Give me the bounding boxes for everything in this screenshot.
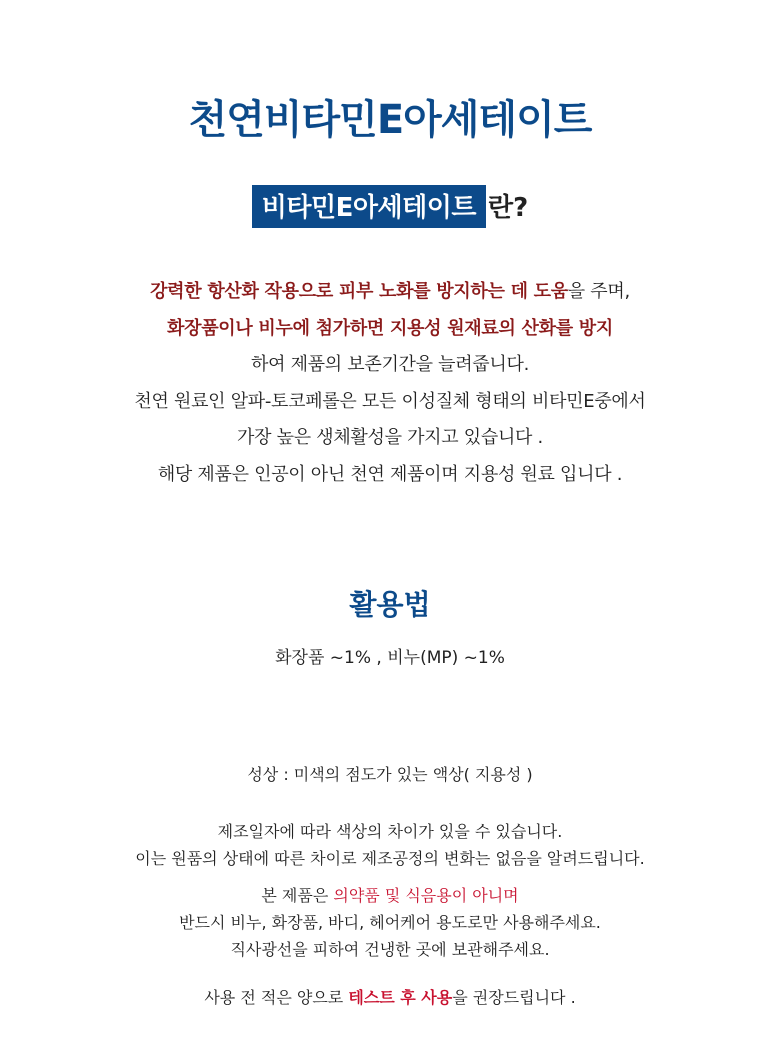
intro-line-3: 하여 제품의 보존기간을 늘려줍니다. [250,354,529,375]
color-notice-line-2: 이는 원품의 상태에 따른 차이로 제조공정의 변화는 없음을 알려드립니다. [135,849,645,868]
intro-line-1 [0,274,780,311]
usage-warning-highlight: 의약품 및 식음용이 아니며 [333,886,519,905]
color-notice-line-1: 제조일자에 따라 색상의 차이가 있을 수 있습니다. [217,822,563,841]
heading-highlight-box: 비타민E아세테이트 [252,185,486,228]
usage-warning [0,882,780,963]
test-recommendation-prefix: 사용 전 적은 양으로 [204,988,349,1007]
usage-text: 화장품 ~1% , 비누(MP) ~1% [275,648,505,668]
intro-line-2: 화장품이나 비누에 첨가하면 지용성 원재료의 산화를 방지 [167,317,613,339]
intro-line-5: 가장 높은 생체활성을 가지고 있습니다 . [237,427,543,448]
intro-line-1-highlight: 강력한 항산화 작용으로 피부 노화를 방지하는 데 도움 [150,281,568,302]
usage-heading: 활용법 [349,588,431,621]
intro-paragraph [0,274,780,493]
page-title: 천연비타민E아세테이트 [188,97,592,143]
test-recommendation-suffix: 을 권장드립니다 . [452,988,576,1007]
intro-line-1-rest: 을 주며, [567,281,630,302]
test-recommendation [0,985,780,1008]
usage-warning-line-2: 반드시 비누, 화장품, 바디, 헤어케어 용도로만 사용해주세요. [179,913,601,932]
usage-warning-line-3: 직사광선을 피하여 건냉한 곳에 보관해주세요. [230,940,550,959]
test-recommendation-highlight: 테스트 후 사용 [348,988,453,1007]
intro-line-4: 천연 원료인 알파-토코페롤은 모든 이성질체 형태의 비타민E중에서 [134,390,646,412]
intro-line-6: 해당 제품은 인공이 아닌 천연 제품이며 지용성 원료 입니다 . [157,463,623,485]
section-heading-definition [0,185,780,228]
usage-warning-line-1 [0,882,780,909]
color-notice [0,818,780,872]
property-text: 성상 : 미색의 점도가 있는 액상( 지용성 ) [247,765,533,784]
heading-tail: 란? [488,193,529,223]
usage-warning-prefix: 본 제품은 [261,886,334,905]
